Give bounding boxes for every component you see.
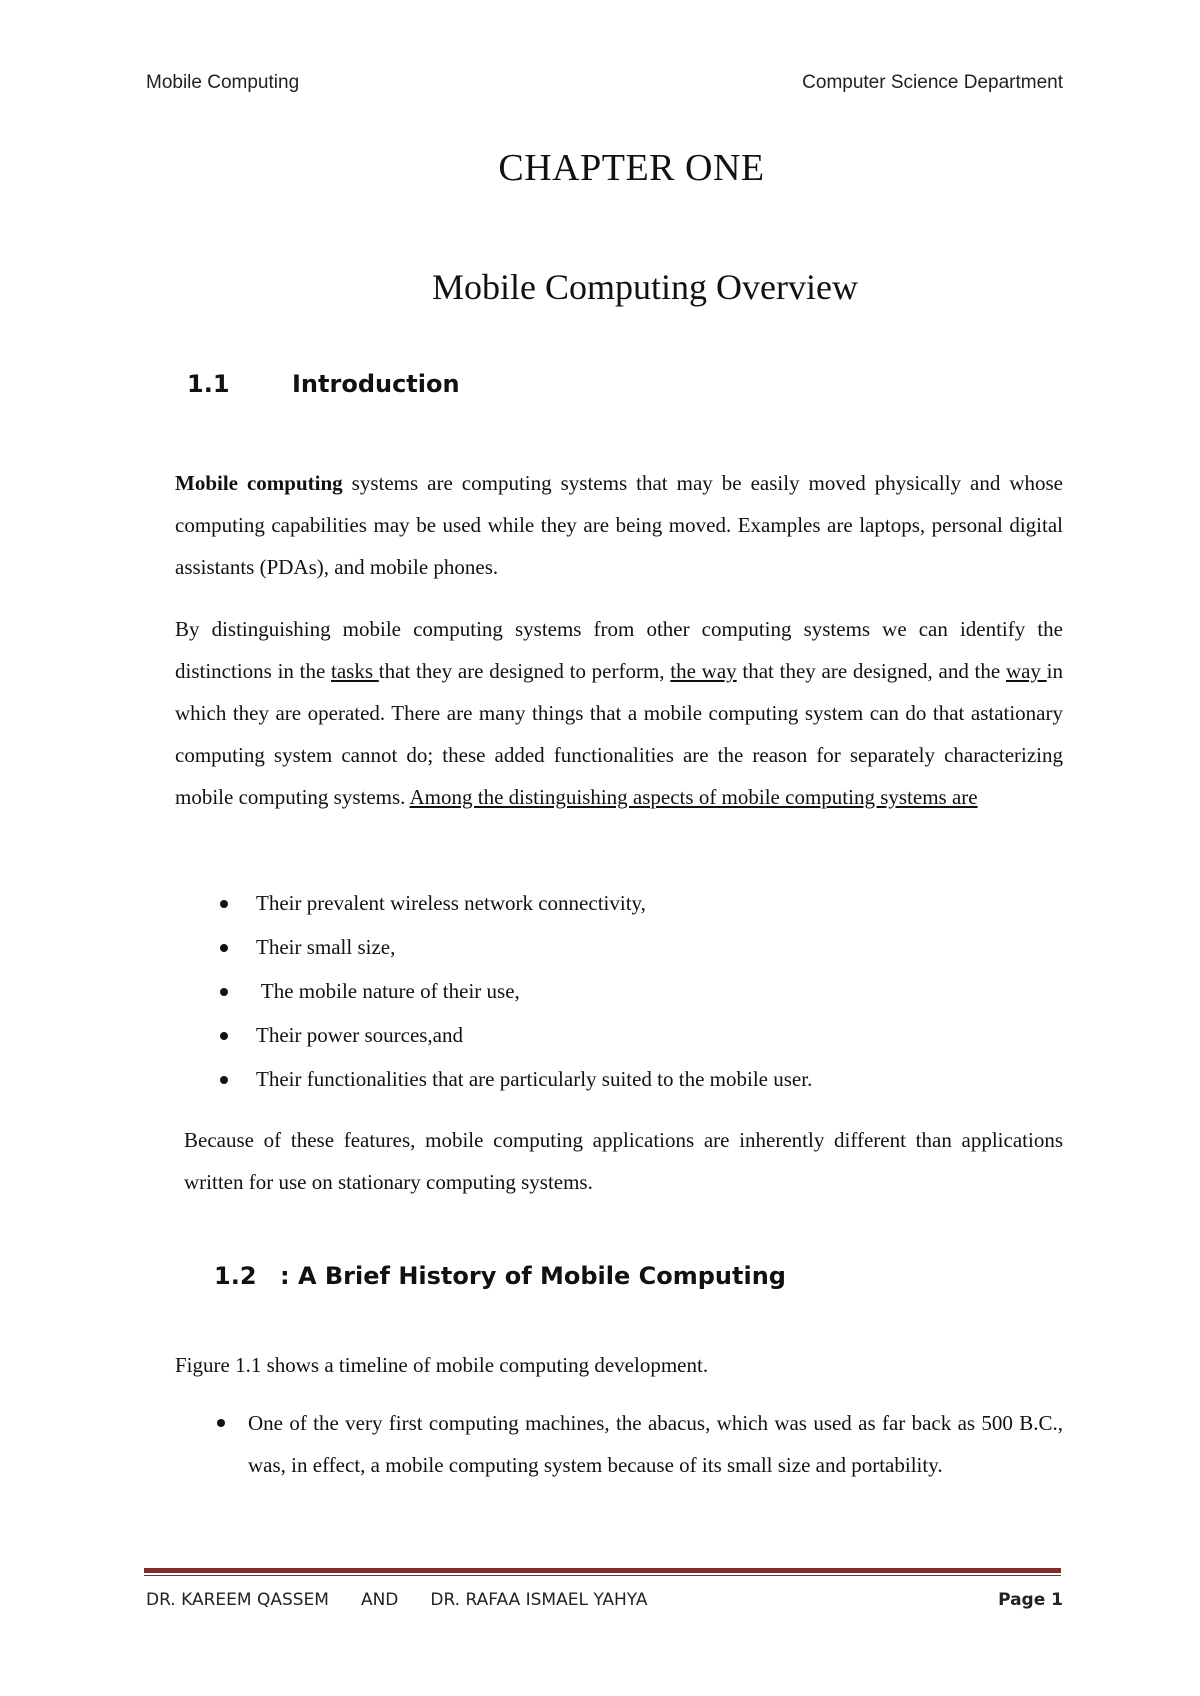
page-number: Page 1 xyxy=(998,1590,1063,1610)
header-right: Computer Science Department xyxy=(802,72,1063,93)
footer-rule-thick xyxy=(144,1568,1061,1573)
section-number: 1.2 xyxy=(214,1262,257,1290)
list-item: Their functionalities that are particularly suited to the mobile user. xyxy=(256,1057,1076,1101)
section-heading-history xyxy=(214,1262,786,1290)
header-left: Mobile Computing xyxy=(146,72,300,93)
section-title: : A Brief History of Mobile Computing xyxy=(280,1262,786,1290)
paragraph-text: By distinguishing mobile computing systems from other computing systems we can identify the distinctions in the xyxy=(175,617,1063,683)
bold-term: Mobile computing xyxy=(175,471,343,495)
underlined-text: Among the distinguishing aspects of mobile computing systems are xyxy=(409,785,978,809)
list-item: Their small size, xyxy=(256,925,1076,969)
history-list xyxy=(248,1402,1063,1486)
author-2: DR. RAFAA ISMAEL YAHYA xyxy=(430,1590,648,1610)
list-item: Their prevalent wireless network connectivity, xyxy=(256,881,1076,925)
paragraph-text: systems are computing systems that may be easily moved physically and whose computing capabilities may be used while they are being moved. Examples are laptops, personal digital assistants (PDAs), and mobile phones. xyxy=(175,471,1064,579)
bullet-icon xyxy=(220,1032,228,1040)
underlined-text: way xyxy=(1005,659,1047,683)
bullet-icon xyxy=(220,900,228,908)
footer-rule-thin xyxy=(144,1575,1061,1576)
section-title: Introduction xyxy=(292,370,460,398)
section-number: 1.1 xyxy=(187,370,230,398)
list-item: The mobile nature of their use, xyxy=(256,969,1076,1013)
intro-paragraph xyxy=(175,462,1063,588)
distinctions-paragraph xyxy=(175,608,1063,818)
author-1: DR. KAREEM QASSEM xyxy=(146,1590,329,1610)
underlined-text: the way xyxy=(670,659,737,683)
section-heading-introduction xyxy=(187,370,460,398)
paragraph-text: in which they are operated. There are many things that a mobile computing system can do that astationary computing system cannot do; these added functionalities are the reason for separately characterizing mobile computing systems. xyxy=(175,659,1063,809)
list-item: Their power sources,and xyxy=(256,1013,1076,1057)
underlined-text: tasks xyxy=(331,659,379,683)
chapter-subtitle: Mobile Computing Overview xyxy=(432,267,858,307)
paragraph-text: that they are designed to perform, xyxy=(378,659,671,683)
aspects-list xyxy=(256,881,1076,1101)
features-paragraph: Because of these features, mobile computing applications are inherently different than applications written for use on stationary computing systems. xyxy=(184,1128,1063,1194)
footer-authors xyxy=(146,1590,680,1610)
and-text: AND xyxy=(360,1590,399,1610)
chapter-title: CHAPTER ONE xyxy=(498,147,765,189)
bullet-icon xyxy=(217,1419,225,1427)
bullet-icon xyxy=(220,944,228,952)
list-item: One of the very first computing machines, the abacus, which was used as far back as 500 B.C., was, in effect, a mobile computing system because of its small size and portability. xyxy=(248,1402,1063,1486)
bullet-icon xyxy=(220,988,228,996)
figure-reference-paragraph: Figure 1.1 shows a timeline of mobile computing development. xyxy=(175,1353,709,1377)
bullet-icon xyxy=(220,1076,228,1084)
paragraph-text: that they are designed, and the xyxy=(736,659,1006,683)
